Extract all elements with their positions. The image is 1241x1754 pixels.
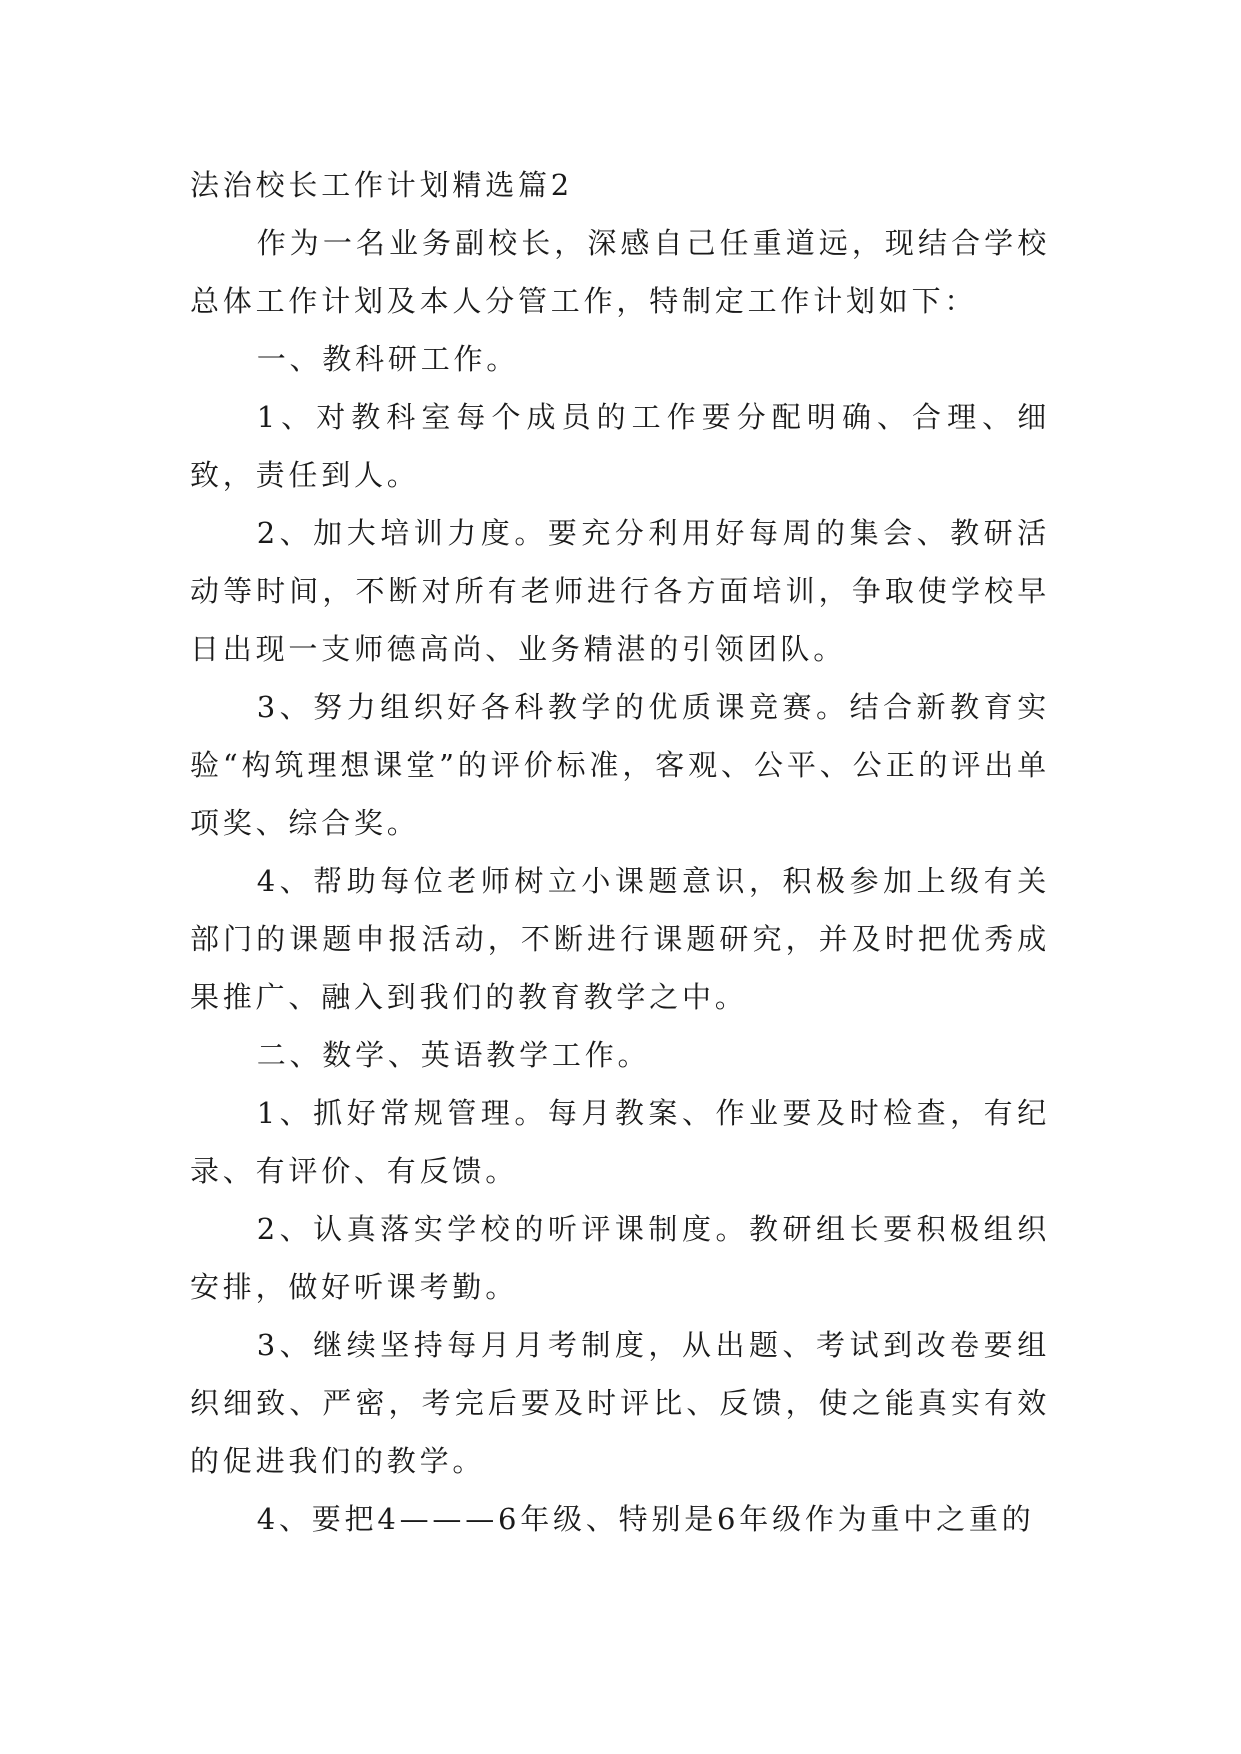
paragraph-research-2: 2、加大培训力度。要充分利用好每周的集会、教研活动等时间，不断对所有老师进行各方面培训，争取使学校早日出现一支师德高尚、业务精湛的引领团队。: [190, 516, 1050, 666]
paragraph-research-1: 1、对教科室每个成员的工作要分配明确、合理、细致，责任到人。: [190, 400, 1050, 492]
document-body: [190, 156, 1050, 1548]
paragraph-research-4: 4、帮助每位老师树立小课题意识，积极参加上级有关部门的课题申报活动，不断进行课题研究，并及时把优秀成果推广、融入到我们的教育教学之中。: [190, 864, 1050, 1014]
paragraph-teaching-1: 1、抓好常规管理。每月教案、作业要及时检查，有纪录、有评价、有反馈。: [190, 1096, 1050, 1188]
document-title: 法治校长工作计划精选篇2: [190, 168, 574, 202]
paragraph-intro: 作为一名业务副校长，深感自己任重道远，现结合学校总体工作计划及本人分管工作，特制定工作计划如下：: [190, 226, 1050, 318]
section-heading-research: 一、教科研工作。: [256, 342, 520, 376]
section-heading-teaching: 二、数学、英语教学工作。: [256, 1038, 651, 1072]
paragraph-research-3: 3、努力组织好各科教学的优质课竞赛。结合新教育实验“构筑理想课堂”的评价标准，客观、公平、公正的评出单项奖、综合奖。: [190, 690, 1050, 840]
paragraph-teaching-4: 4、要把4———6年级、特别是6年级作为重中之重的: [256, 1502, 1035, 1536]
paragraph-teaching-2: 2、认真落实学校的听评课制度。教研组长要积极组织安排，做好听课考勤。: [190, 1212, 1050, 1304]
paragraph-teaching-3: 3、继续坚持每月月考制度，从出题、考试到改卷要组织细致、严密，考完后要及时评比、反馈，使之能真实有效的促进我们的教学。: [190, 1328, 1050, 1478]
